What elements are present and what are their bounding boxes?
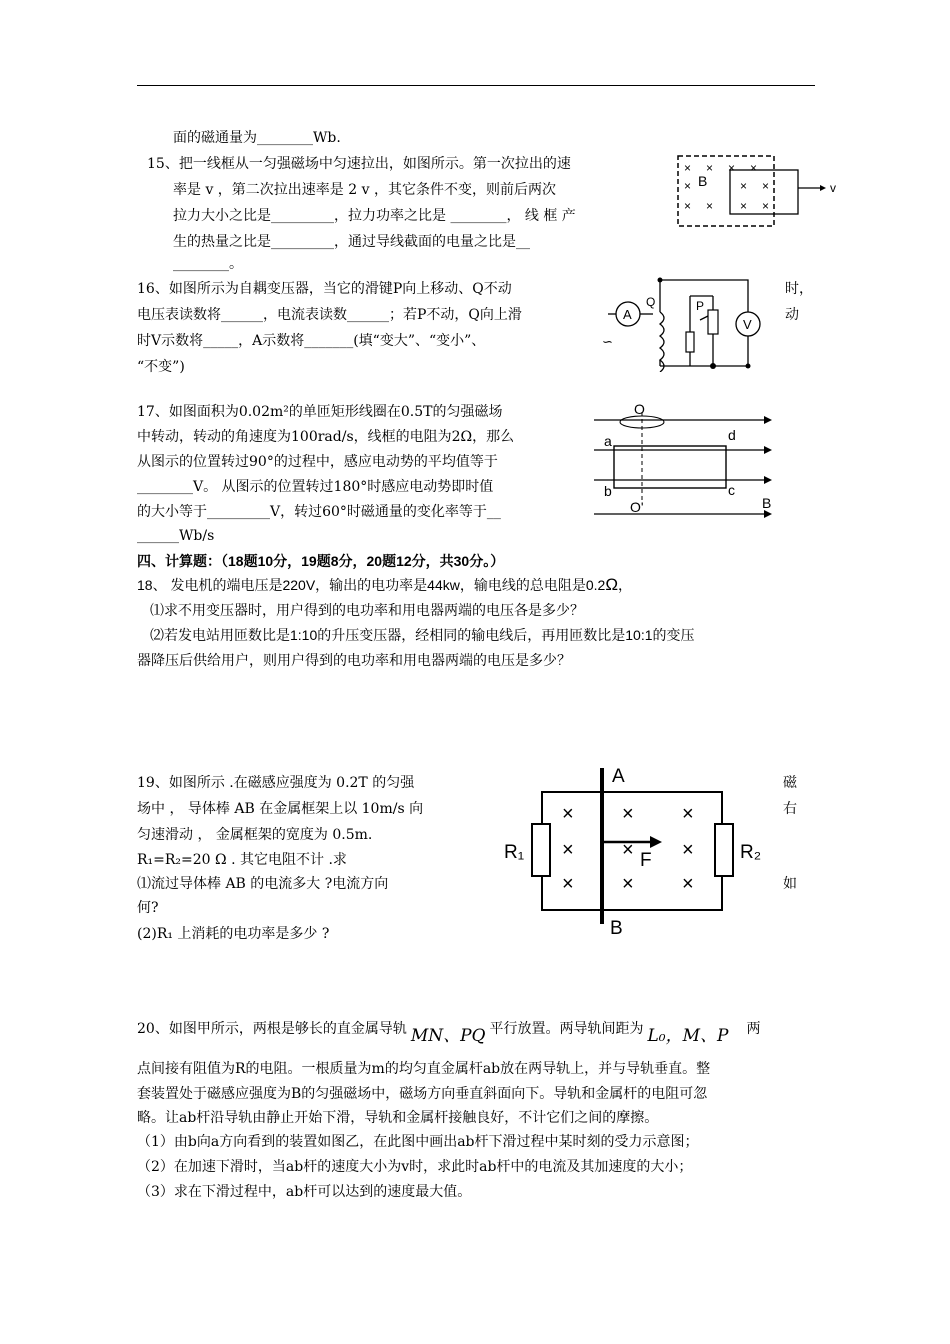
q18-sub-2b: 器降压后供给用户，则用户得到的电功率和用电器两端的电压是多少？: [137, 652, 571, 668]
omega-symbol: Ω: [605, 575, 619, 594]
q15-line-2: 率是 v ，第二次拉出速率是 2 v ，其它条件不变，则前后两次: [173, 182, 556, 198]
svg-text:×: ×: [682, 803, 694, 825]
q19-line-1: 19、如图所示 .在磁感应强度为 0.2T 的匀强: [137, 775, 415, 791]
q19-line-5: ⑴流过导体棒 AB 的电流多大 ?电流方向: [137, 876, 389, 892]
section-heading: 四、计算题：（18题10分，19题8分，20题12分，共30分。）: [137, 553, 505, 569]
corner-c: c: [728, 482, 735, 498]
q20-line-3: 套装置处于磁感应强度为B的匀强磁场中，磁场方向垂直斜面向下。导轨和金属杆的电阻可忽: [137, 1086, 708, 1102]
svg-text:×: ×: [622, 873, 634, 895]
q15-line-3: 拉力大小之比是_________，拉力功率之比是 ________， 线 框 产: [173, 208, 576, 224]
field-cross: ×: [684, 199, 692, 213]
q20-text-c: 两: [746, 1021, 761, 1037]
q17-line-5: 的大小等于_________V，转过60°时磁通量的变化率等于__: [137, 504, 501, 520]
axis-label-o: O: [634, 401, 645, 417]
q19-line-3: 匀速滑动 ， 金属框架的宽度为 0.5m.: [137, 827, 373, 843]
q20-line-4: 略。让ab杆沿导轨由静止开始下滑，导轨和金属杆接触良好，不计它们之间的摩擦。: [137, 1110, 659, 1126]
q15-line-4: 生的热量之比是_________，通过导线截面的电量之比是__: [173, 234, 530, 250]
q17-line-3: 从图示的位置转过90°的过程中，感应电动势的平均值等于: [137, 454, 498, 470]
field-cross: ×: [762, 179, 770, 193]
q18-text: 18、 发电机的端电压是220V，输出的电功率是44kw，输电线的总电阻是0.2: [137, 577, 606, 593]
slider-p-label: P: [696, 299, 705, 313]
field-cross: ×: [706, 199, 714, 213]
field-cross: ×: [750, 161, 758, 175]
q18-comma: ，: [618, 577, 633, 593]
field-cross: ×: [762, 199, 770, 213]
q16-right-1: 时，: [785, 281, 813, 297]
q20-line-7: （3）求在下滑过程中，ab杆可以达到的速度最大值。: [137, 1184, 472, 1200]
q15-line-5: ________。: [173, 256, 243, 272]
q18-sub-1: ⑴求不用变压器时，用户得到的电功率和用电器两端的电压各是多少？: [150, 602, 584, 618]
velocity-arrowhead: [820, 185, 826, 191]
slider-q-label: Q: [646, 295, 656, 309]
q20-line-1: [137, 1016, 761, 1046]
field-label: B: [698, 173, 708, 189]
voltmeter-label: V: [743, 317, 752, 332]
q16-line-1: 16、如图所示为自耦变压器，当它的滑键P向上移动、Q不动: [137, 281, 512, 297]
q16-line-3: 时V示数将_____，A示数将_______(填“变大”、“变小”、: [137, 333, 486, 349]
q19-right-1: 磁: [783, 775, 797, 791]
field-cross: ×: [706, 161, 714, 175]
force-arrowhead: [650, 836, 662, 848]
q20-text-a: 20、如图甲所示，两根是够长的直金属导轨: [137, 1021, 407, 1037]
q16-line-2: 电压表读数将______，电流表读数______；若P不动，Q向上滑: [137, 307, 522, 323]
corner-a: a: [604, 433, 612, 449]
q17-line-4: ________V。 从图示的位置转过180°时感应电动势即时值: [137, 479, 494, 495]
q19-line-2: 场中 ， 导体棒 AB 在金属框架上以 10m/s 向: [137, 801, 424, 817]
rectangular-coil: [614, 446, 726, 488]
svg-text:×: ×: [622, 839, 634, 861]
r1-label: R₁: [504, 842, 525, 863]
q19-line-7: (2)R₁ 上消耗的电功率是多少 ?: [137, 926, 330, 942]
q19-right-3: 如: [783, 876, 797, 892]
field-cross: ×: [684, 161, 692, 175]
svg-text:×: ×: [562, 803, 574, 825]
q19-figure: [500, 762, 775, 940]
ammeter-label: A: [623, 307, 632, 322]
rod-end-b: B: [610, 918, 623, 939]
q19-line-6: 何?: [137, 900, 159, 916]
svg-text:×: ×: [622, 803, 634, 825]
distance-l0: L₀，M、P: [647, 1026, 729, 1046]
q18-line-1: [137, 573, 632, 597]
magnetic-field-region: [678, 156, 774, 226]
resistor-r2: [715, 824, 733, 876]
field-cross: ×: [740, 199, 748, 213]
resistor-icon: [686, 332, 694, 352]
rails-mn-pq: MN、PQ: [410, 1026, 486, 1046]
field-cross: ×: [740, 179, 748, 193]
rheostat-icon: [708, 310, 718, 334]
field-label-b: B: [762, 495, 772, 511]
q15-line-1: 15、把一线框从一匀强磁场中匀速拉出，如图所示。第一次拉出的速: [147, 156, 571, 172]
field-lines: [594, 420, 764, 514]
r2-label: R₂: [740, 842, 762, 863]
field-cross: ×: [728, 161, 736, 175]
axis-label-o-prime: O': [630, 499, 644, 515]
header-rule: [137, 85, 815, 86]
q17-line-6: ______Wb/s: [137, 528, 215, 544]
svg-text:×: ×: [562, 839, 574, 861]
q20-line-5: （1）由b向a方向看到的装置如图乙，在此图中画出ab杆下滑过程中某时刻的受力示意图；: [137, 1134, 699, 1150]
field-crosses: [562, 803, 694, 895]
q19-line-4: R₁=R₂=20 Ω . 其它电阻不计 .求: [137, 852, 347, 868]
force-label: F: [640, 850, 652, 871]
q17-line-1: 17、如图面积为0.02m²的单匝矩形线圈在0.5T的匀强磁场: [137, 404, 503, 420]
ac-source-symbol: ∽: [602, 334, 613, 349]
svg-text:×: ×: [562, 873, 574, 895]
q20-line-2: 点间接有阻值为R的电阻。一根质量为m的均匀直金属杆ab放在两导轨上，并与导轨垂直。整: [137, 1061, 711, 1077]
q20-line-6: （2）在加速下滑时，当ab杆的速度大小为v时，求此时ab杆中的电流及其加速度的大小；: [137, 1159, 693, 1175]
q16-line-4: “不变”): [137, 359, 185, 375]
flux-fill-line: 面的磁通量为________Wb.: [173, 130, 341, 146]
q16-right-2: 动: [785, 307, 799, 323]
resistor-r1: [532, 824, 550, 876]
q18-sub-2a: ⑵若发电站用匝数比是1:10的升压变压器，经相同的输电线后，再用匝数比是10:1的变压: [150, 627, 695, 643]
q17-line-2: 中转动，转动的角速度为100rad/s，线框的电阻为2Ω，那么: [137, 429, 515, 445]
q20-text-b: 平行放置。两导轨间距为: [489, 1021, 644, 1037]
corner-d: d: [728, 427, 736, 443]
velocity-label: v: [830, 181, 836, 195]
svg-text:×: ×: [682, 873, 694, 895]
corner-b: b: [604, 483, 612, 499]
q16-figure: [598, 272, 778, 372]
q15-figure: [670, 150, 850, 230]
q17-figure: [592, 400, 782, 525]
svg-text:×: ×: [682, 839, 694, 861]
q19-right-2: 右: [783, 801, 797, 817]
field-cross: ×: [684, 179, 692, 193]
rod-end-a: A: [612, 766, 625, 787]
